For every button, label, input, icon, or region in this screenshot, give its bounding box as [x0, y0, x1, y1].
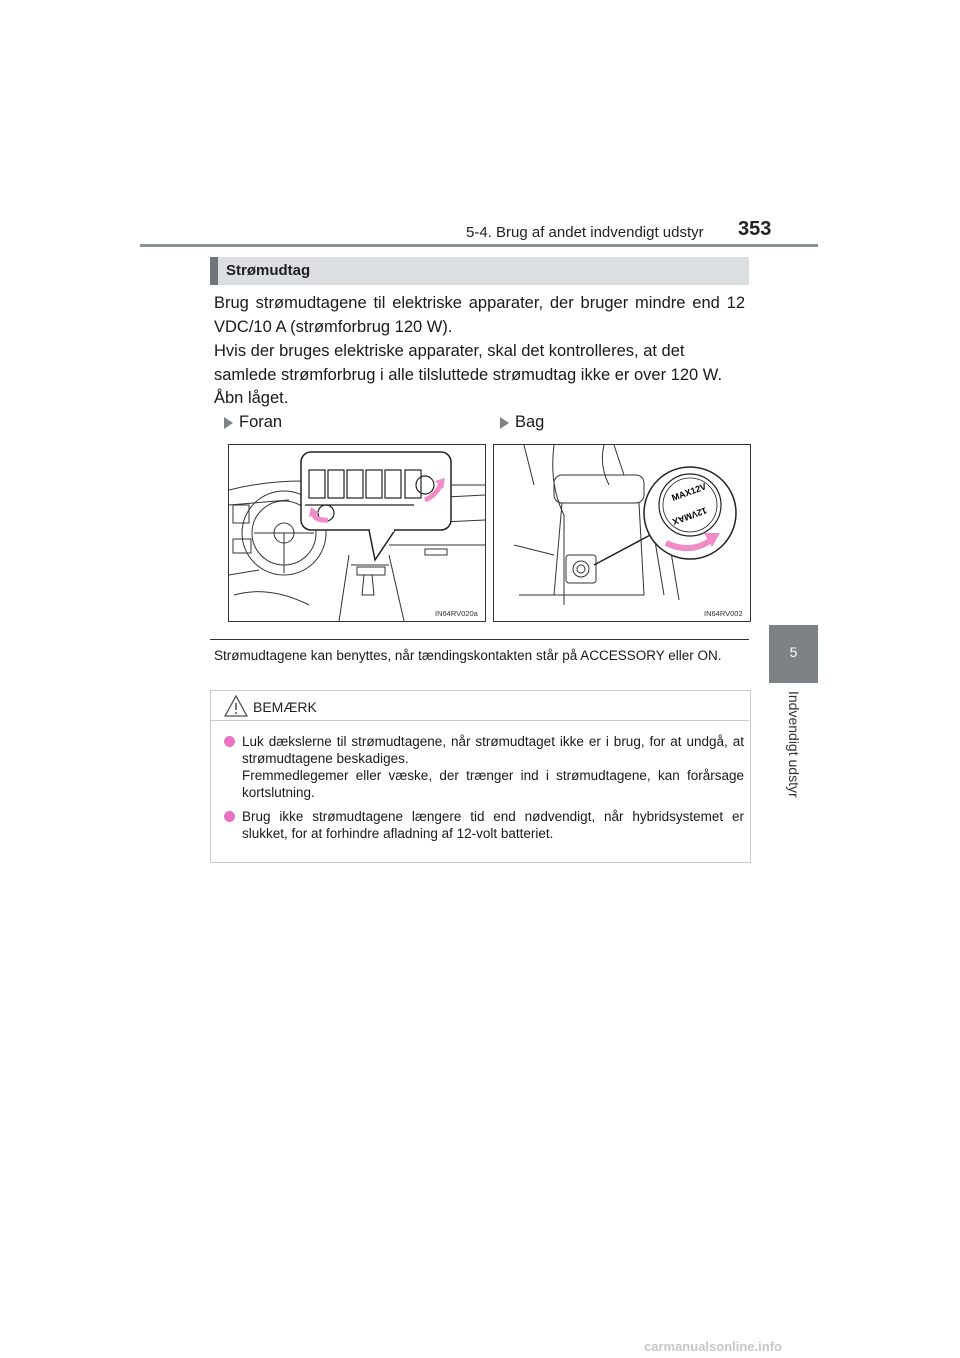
page-number: 353	[738, 218, 772, 240]
rear-outlet-illustration	[493, 444, 751, 622]
warning-item	[224, 808, 744, 842]
triangle-bullet-icon	[500, 417, 509, 429]
usage-note: Strømudtagene kan benyttes, når tændingskontakten står på ACCESSORY eller ON.	[214, 648, 722, 663]
figure-code-front: IN64RV020a	[435, 609, 478, 618]
note-divider	[210, 639, 749, 640]
rear-console-drawing	[494, 445, 750, 621]
body-paragraph-3: Åbn låget.	[214, 389, 289, 407]
bullet-dot-icon	[224, 811, 235, 822]
section-header: 5-4. Brug af andet indvendigt udstyr	[466, 224, 704, 241]
body-paragraph-1: Brug strømudtagene til elektriske apparater, der bruger mindre end 12 VDC/10 A (strømforbrug 120 W).	[214, 294, 745, 336]
cap-text-top: MAX12V	[670, 481, 708, 504]
warning-title: BEMÆRK	[253, 699, 317, 715]
warning-item	[224, 733, 744, 801]
bullet-dot-icon	[224, 736, 235, 747]
front-outlet-illustration	[228, 444, 486, 622]
chapter-number: 5	[789, 644, 798, 660]
warning-item-text: Brug ikke strømudtagene længere tid end nødvendigt, når hybridsystemet er slukket, for at forhindre afladning af 12-volt batteriet.	[242, 809, 744, 841]
section-title-accent	[210, 257, 218, 285]
header-divider	[140, 244, 818, 247]
figure-label-front	[224, 413, 282, 432]
figure-label-rear-text: Bag	[515, 413, 545, 431]
figure-label-front-text: Foran	[239, 413, 283, 431]
triangle-bullet-icon	[224, 417, 233, 429]
figure-label-rear	[500, 413, 544, 432]
warning-item-text: Luk dækslerne til strømudtagene, når strømudtaget ikke er i brug, for at undgå, at strømudtagene beskadiges.	[242, 734, 744, 766]
dashboard-drawing	[229, 445, 485, 621]
section-title: Strømudtag	[226, 262, 311, 279]
warning-item-text: Fremmedlegemer eller væske, der trænger ind i strømudtagene, kan forårsage kortslutning.	[242, 768, 744, 800]
figure-code-rear: IN64RV002	[704, 609, 743, 618]
cap-text-bottom: 12VMAX	[671, 505, 709, 527]
warning-header-divider	[211, 720, 749, 721]
warning-triangle-icon	[224, 695, 248, 722]
body-paragraph-2: Hvis der bruges elektriske apparater, skal det kontrolleres, at det samlede strømforbrug i alle tilsluttede strømudtag ikke er over 120 W.	[214, 342, 723, 384]
chapter-label: Indvendigt udstyr	[786, 691, 802, 798]
watermark: carmanualsonline.info	[644, 1339, 782, 1354]
chapter-tab	[769, 625, 818, 683]
